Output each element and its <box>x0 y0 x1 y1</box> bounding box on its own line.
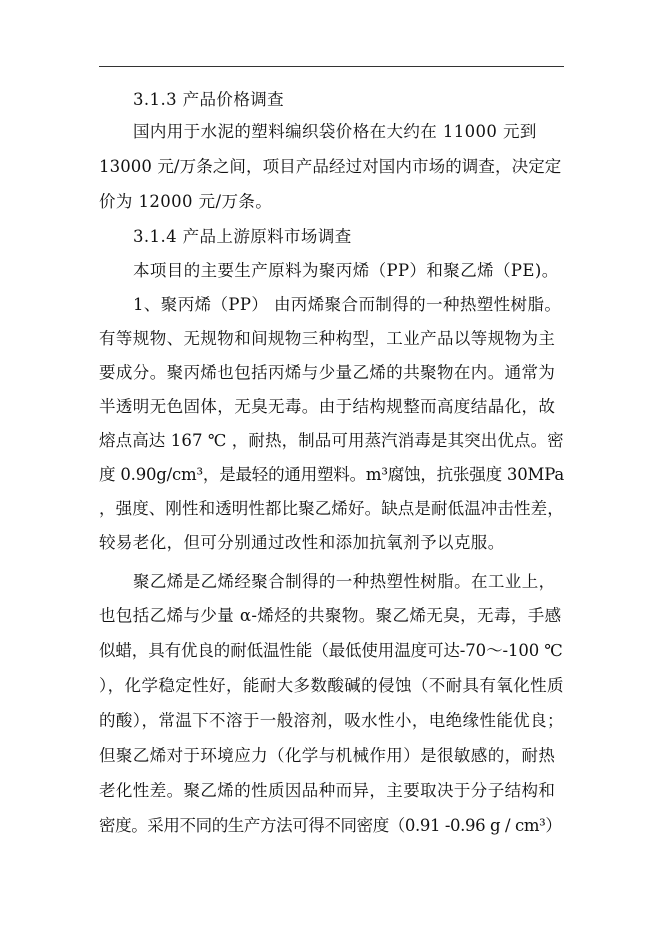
paragraph-line: 似蜡，具有优良的耐低温性能（最低使用温度可达-70～-100 ℃ <box>99 641 563 660</box>
paragraph-line: 1、聚丙烯（PP） 由丙烯聚合而制得的一种热塑性树脂。 <box>133 295 562 314</box>
paragraph-line: 密度。采用不同的生产方法可得不同密度（0.91 -0.96 g / cm³） <box>99 816 562 835</box>
paragraph-line: 有等规物、无规物和间规物三种构型，工业产品以等规物为主 <box>99 329 556 348</box>
paragraph-line: 的酸），常温下不溶于一般溶剂，吸水性小，电绝缘性能优良； <box>99 711 564 730</box>
paragraph-line: 13000 元/万条之间，项目产品经过对国内市场的调查，决定定 <box>99 157 562 176</box>
paragraph-line: 度 0.90g/cm³，是最轻的通用塑料。m³腐蚀，抗张强度 30MPa <box>99 465 564 484</box>
paragraph-line: 聚乙烯是乙烯经聚合制得的一种热塑性树脂。在工业上， <box>133 572 556 591</box>
paragraph-line: 要成分。聚丙烯也包括丙烯与少量乙烯的共聚物在内。通常为 <box>99 363 556 382</box>
paragraph-line: 较易老化，但可分别通过改性和添加抗氧剂予以克服。 <box>99 533 505 552</box>
paragraph-line: 国内用于水泥的塑料编织袋价格在大约在 11000 元到 <box>133 122 537 141</box>
paragraph-line: 本项目的主要生产原料为聚丙烯（PP）和聚乙烯（PE)。 <box>133 261 559 280</box>
paragraph-line: ，强度、刚性和透明性都比聚乙烯好。缺点是耐低温冲击性差， <box>99 499 564 518</box>
paragraph-line: 熔点高达 167 ℃ ，耐热，制品可用蒸汽消毒是其突出优点。密 <box>99 431 564 450</box>
paragraph-line: 但聚乙烯对于环境应力（化学与机械作用）是很敏感的，耐热 <box>99 746 556 765</box>
paragraph-line: 也包括乙烯与少量 α-烯烃的共聚物。聚乙烯无臭，无毒，手感 <box>99 606 562 625</box>
header-rule <box>99 66 564 67</box>
paragraph-line: ），化学稳定性好，能耐大多数酸碱的侵蚀（不耐具有氧化性质 <box>99 676 564 695</box>
paragraph-line: 半透明无色固体，无臭无毒。由于结构规整而高度结晶化，故 <box>99 397 556 416</box>
section-heading-3-1-4: 3.1.4 产品上游原料市场调查 <box>133 227 352 246</box>
paragraph-line: 老化性差。聚乙烯的性质因品种而异，主要取决于分子结构和 <box>99 781 556 800</box>
paragraph-line: 价为 12000 元/万条。 <box>99 192 273 211</box>
section-heading-3-1-3: 3.1.3 产品价格调查 <box>133 90 285 109</box>
